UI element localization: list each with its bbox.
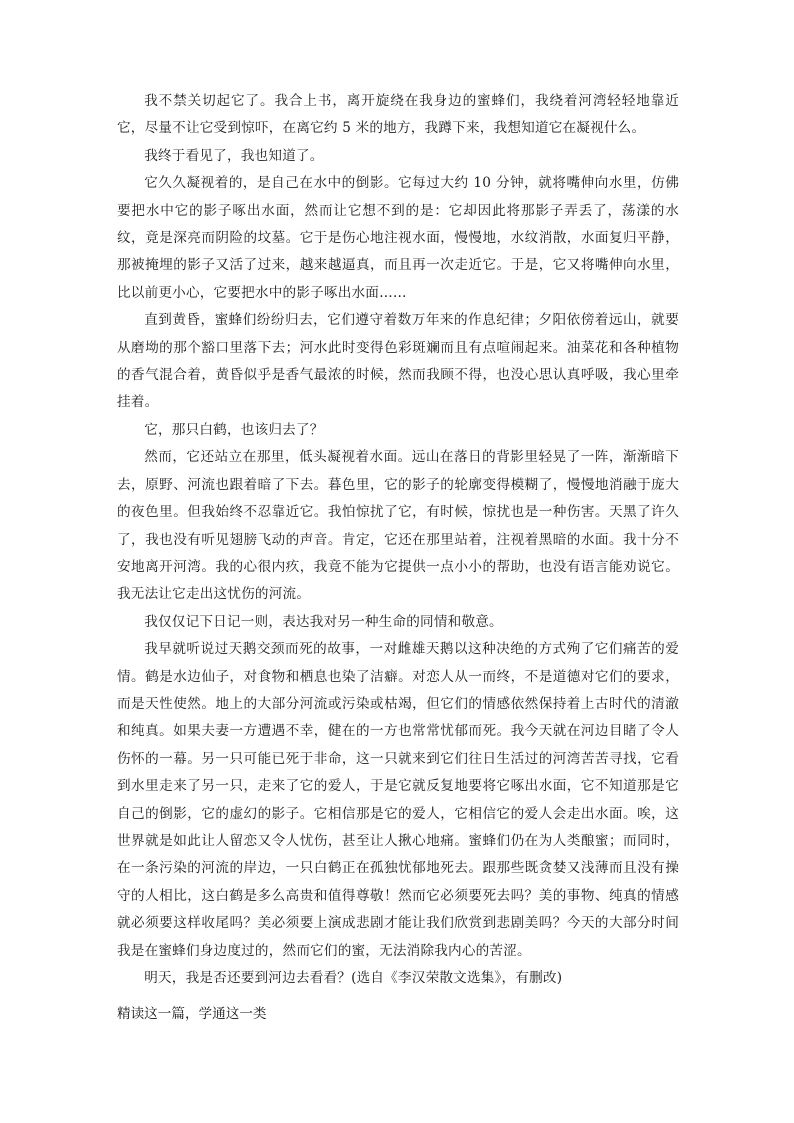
paragraph-1: 我不禁关切起它了。我合上书，离开旋绕在我身边的蜜蜂们，我绕着河湾轻轻地靠近它，尽量不让它受到惊吓，在离它约 5 米的地方，我蹲下来，我想知道它在凝视什么。 bbox=[117, 93, 679, 137]
paragraph-6: 然而，它还站立在那里，低头凝视着水面。远山在落日的背影里轻晃了一阵，渐渐暗下去，原野、河流也跟着暗了下去。暮色里，它的影子的轮廓变得模糊了，慢慢地消融于庞大的夜色里。但我始终不忍靠近它。我怕惊扰了它，有时候，惊扰也是一种伤害。天黑了许久了，我也没有听见翅膀飞动的声音。肯定，它还在那里站着，注视着黑暗的水面。我十分不安地离开河湾。我的心很内疚，我竟不能为它提供一点小小的帮助，也没有语言能劝说它。我无法让它走出这忧伤的河流。 bbox=[117, 449, 679, 603]
paragraph-5: 它，那只白鹤，也该归去了？ bbox=[144, 421, 324, 438]
paragraph-9-source: 明天，我是否还要到河边去看看？(选自《李汉荣散文选集》，有删改) bbox=[144, 970, 563, 986]
paragraph-4: 直到黄昏，蜜蜂们纷纷归去，它们遵守着数万年来的作息纪律；夕阳依傍着远山，就要从磨坳的那个豁口里落下去；河水此时变得色彩斑斓而且有点喧闹起来。油菜花和各种植物的香气混合着，黄昏似乎是香气最浓的时候，然而我顾不得，也没心思认真呼吸，我心里牵挂着。 bbox=[117, 312, 679, 411]
paragraph-8: 我早就听说过天鹅交颈而死的故事，一对雌雄天鹅以这种决绝的方式殉了它们痛苦的爱情。鹤是水边仙子，对食物和栖息也染了洁癖。对恋人从一而终，不是道德对它们的要求，而是天性使然。地上的大部分河流或污染或枯竭，但它们的情感依然保持着上古时代的清澈和纯真。如果夫妻一方遭遇不幸，健在的一方也常常忧郁而死。我今天就在河边目睹了令人伤怀的一幕。另一只可能已死于非命，这一只就来到它们往日生活过的河湾苦苦寻找，它看到水里走来了另一只，走来了它的爱人，于是它就反复地要将它啄出水面，它不知道那是它自己的倒影，它的虚幻的影子。它相信那是它的爱人，它相信它的爱人会走出水面。唉，这世界就是如此让人留恋又令人忧伤，甚至让人揪心地痛。蜜蜂们仍在为人类酿蜜；而同时，在一条污染的河流的岸边，一只白鹤正在孤独忧郁地死去。跟那些既贪婪又浅薄而且没有操守的人相比，这白鹤是多么高贵和值得尊敬！然而它必须要死去吗？美的事物、纯真的情感就必须要这样收尾吗？美必须要上演成悲剧才能让我们欣赏到悲剧美吗？今天的大部分时间我是在蜜蜂们身边度过的，然而它们的蜜，无法消除我内心的苦涩。 bbox=[117, 641, 679, 959]
document-page bbox=[117, 88, 679, 992]
section-heading-wrap bbox=[117, 1002, 679, 1026]
paragraph-3: 它久久凝视着的，是自己在水中的倒影。它每过大约 10 分钟，就将嘴伸向水里，仿佛要把水中它的影子啄出水面，然而让它想不到的是：它却因此将那影子弄丢了，荡漾的水纹，竟是深亮而阴险的坟墓。它于是伤心地注视水面，慢慢地，水纹消散，水面复归平静，那被掩埋的影子又活了过来，越来越逼真，而且再一次走近它。于是，它又将嘴伸向水里，比以前更小心，它要把水中的影子啄出水面…… bbox=[117, 175, 679, 301]
paragraph-2: 我终于看见了，我也知道了。 bbox=[144, 147, 324, 164]
section-heading: 精读这一篇，学通这一类 bbox=[117, 1006, 267, 1022]
paragraph-7: 我仅仅记下日记一则，表达我对另一种生命的同情和敬意。 bbox=[144, 613, 503, 630]
